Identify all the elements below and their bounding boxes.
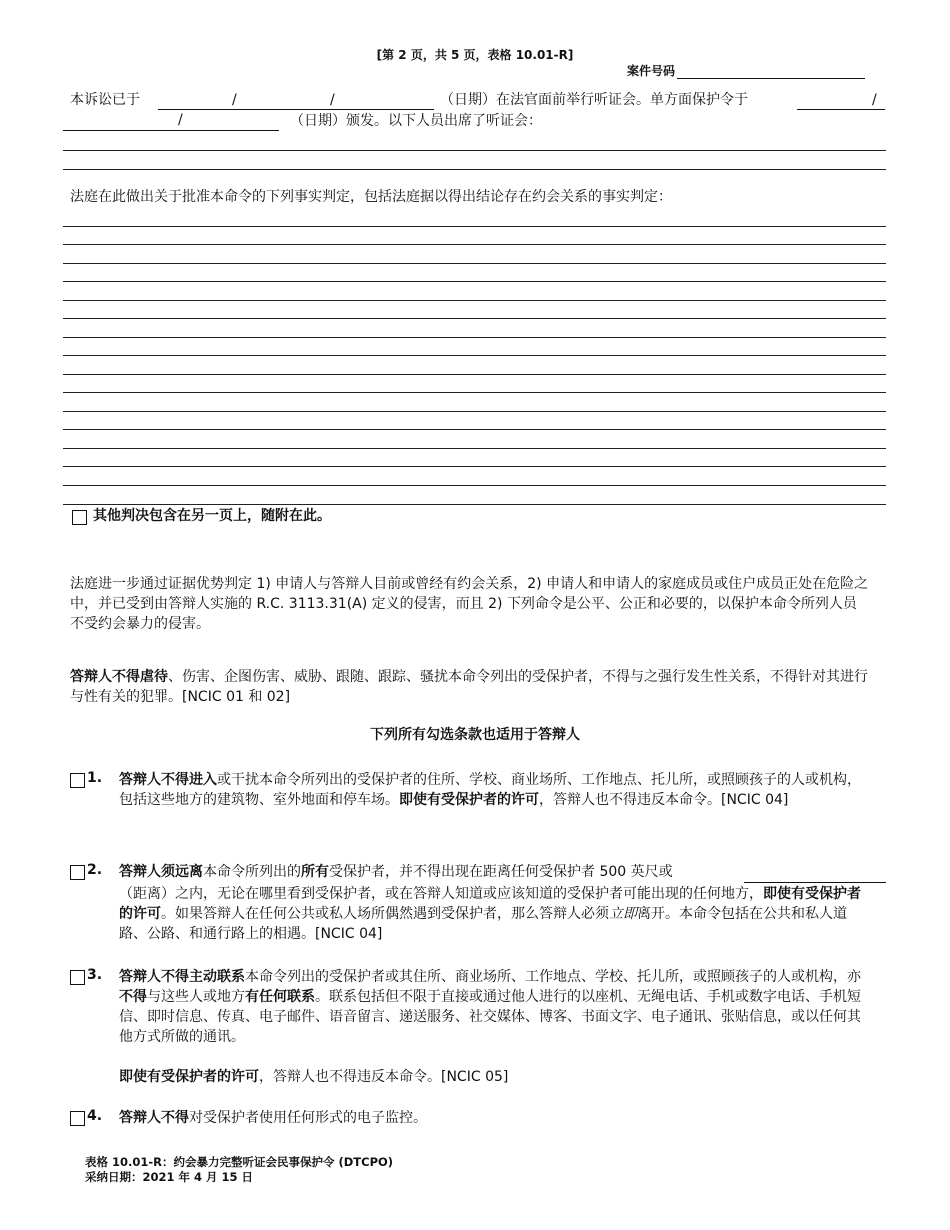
item-3-text-4: ，答辩人也不得违反本命令。[NCIC 05]: [259, 1069, 509, 1085]
item-1-text: [119, 770, 869, 810]
findings-line[interactable]: [63, 429, 886, 430]
findings-line[interactable]: [63, 281, 886, 282]
item-4-checkbox[interactable]: [70, 1111, 85, 1126]
footer-form-title: 表格 10.01-R：约会暴力完整听证会民事保护令 (DTCPO): [85, 1155, 394, 1169]
item-4-number: 4.: [87, 1108, 103, 1124]
item-3-text-2: 与这些人或地方: [147, 989, 245, 1005]
item-2-text-4: 。如果答辩人在任何公共或私人场所偶然遇到受保护者，那么答辩人必须: [161, 906, 609, 922]
item-2-italic: 立即: [609, 906, 637, 922]
finding-paragraph: 法庭进一步通过证据优势判定 1) 申请人与答辩人目前或曾经有约会关系，2) 申请人和申请人的家庭成员或住户成员正处在危险之中，并已受到由答辩人实施的 R.C. 3113.31(A) 定义的侵害，而且 2) 下列命令是公平、公正和必要的，以保护本命令所列人员不受约会暴力的侵害。: [70, 576, 869, 632]
item-3-checkbox[interactable]: [70, 970, 85, 985]
attendees-line[interactable]: [63, 150, 886, 151]
item-4-text: [119, 1108, 869, 1128]
item-2-line1: [119, 862, 739, 882]
distance-input[interactable]: [744, 882, 886, 883]
date-slash: /: [178, 112, 183, 128]
item-2-bold-3: 即使有受保护者的许可: [119, 886, 861, 922]
findings-line[interactable]: [63, 374, 886, 375]
item-1-text-2: ，答辩人也不得违反本命令。[NCIC 04]: [539, 792, 789, 808]
case-number-input[interactable]: [677, 66, 865, 79]
date-slash: /: [872, 92, 877, 108]
case-number-field: [627, 62, 865, 79]
findings-line[interactable]: [63, 244, 886, 245]
case-number-label: 案件号码: [627, 64, 676, 78]
item-3-bold-3: 有任何联系: [245, 989, 315, 1005]
other-findings-checkbox[interactable]: [72, 510, 87, 525]
item-3-bold-2: 不得: [119, 989, 147, 1005]
hearing-prefix: 本诉讼已于: [70, 92, 140, 108]
item-1-text-1: 或干扰本命令所列出的受保护者的住所、学校、商业场所、工作地点、托儿所，或照顾孩子的人或机构，包括这些地方的建筑物、室外地面和停车场。: [119, 772, 861, 808]
item-1-bold-2: 即使有受保护者的许可: [399, 792, 539, 808]
item-1-number: 1.: [87, 770, 103, 786]
findings-line[interactable]: [63, 355, 886, 356]
item-2-text-1: 本命令所列出的: [203, 864, 301, 880]
item-3-bold-1: 答辩人不得主动联系: [119, 969, 245, 985]
item-3-number: 3.: [87, 967, 103, 983]
findings-line[interactable]: [63, 318, 886, 319]
ex-parte-date-input-cont[interactable]: [63, 130, 279, 131]
item-2-bold-1: 答辩人须远离: [119, 864, 203, 880]
item-4-bold-1: 答辩人不得: [119, 1110, 189, 1126]
ex-parte-date-input[interactable]: [797, 109, 885, 110]
findings-line[interactable]: [63, 485, 886, 486]
page-info-header: [第 2 页，共 5 页，表格 10.01-R]: [376, 48, 574, 62]
item-2-text-3: （距离）之内，无论在哪里看到受保护者，或在答辩人知道或应该知道的受保护者可能出现的任何地方，: [119, 886, 763, 902]
other-findings-label: 其他判决包含在另一页上，随附在此。: [93, 508, 331, 524]
findings-line[interactable]: [63, 504, 886, 505]
item-4-text-1: 对受保护者使用任何形式的电子监控。: [189, 1110, 427, 1126]
findings-line[interactable]: [63, 337, 886, 338]
respondent-text: 、伤害、企图伤害、威胁、跟随、跟踪、骚扰本命令列出的受保护者，不得与之强行发生性关系，不得针对其进行与性有关的犯罪。[NCIC 01 和 02]: [70, 669, 868, 705]
item-2-checkbox[interactable]: [70, 865, 85, 880]
footer-adopted-date: 采纳日期：2021 年 4 月 15 日: [85, 1170, 254, 1184]
item-2-bold-2: 所有: [301, 864, 329, 880]
item-2-text: [119, 884, 869, 944]
item-3-text-3: 。联系包括但不限于直接或通过他人进行的以座机、无绳电话、手机或数字电话、手机短信、即时信息、传真、电子邮件、语音留言、递送服务、社交媒体、博客、书面文字、电子通讯、张贴信息，或以任何其他方式所做的通讯。: [119, 989, 861, 1045]
hearing-date-label: （日期）在法官面前举行听证会。单方面保护令于: [440, 92, 748, 108]
findings-line[interactable]: [63, 448, 886, 449]
hearing-line2-text: （日期）颁发。以下人员出席了听证会：: [290, 113, 542, 129]
findings-line[interactable]: [63, 466, 886, 467]
findings-line[interactable]: [63, 300, 886, 301]
item-3-bold-4: 即使有受保护者的许可: [119, 1069, 259, 1085]
item-2-text-2: 受保护者，并不得出现在距离任何受保护者 500 英尺或: [329, 864, 673, 880]
item-2-number: 2.: [87, 862, 103, 878]
findings-line[interactable]: [63, 226, 886, 227]
findings-line[interactable]: [63, 411, 886, 412]
findings-line[interactable]: [63, 392, 886, 393]
hearing-date-input[interactable]: [158, 109, 434, 110]
date-slash: /: [330, 92, 335, 108]
item-1-bold-1: 答辩人不得进入: [119, 772, 217, 788]
respondent-paragraph: [70, 667, 870, 707]
item-2-text-5: 离开。本命令包括在公共和私人道路、公路、和通行路上的相遇。[NCIC 04]: [119, 906, 847, 942]
attendees-line[interactable]: [63, 169, 886, 170]
item-1-checkbox[interactable]: [70, 773, 85, 788]
section-heading: 下列所有勾选条款也适用于答辩人: [370, 727, 580, 743]
respondent-bold: 答辩人不得虐待: [70, 669, 168, 685]
item-3-text: [119, 967, 869, 1047]
date-slash: /: [232, 92, 237, 108]
item-3-consent: [119, 1067, 869, 1087]
findings-intro: 法庭在此做出关于批准本命令的下列事实判定，包括法庭据以得出结论存在约会关系的事实判定：: [70, 189, 672, 205]
item-3-text-1: 本命令列出的受保护者或其住所、商业场所、工作地点、学校、托儿所，或照顾孩子的人或机构，亦: [245, 969, 861, 985]
findings-line[interactable]: [63, 263, 886, 264]
